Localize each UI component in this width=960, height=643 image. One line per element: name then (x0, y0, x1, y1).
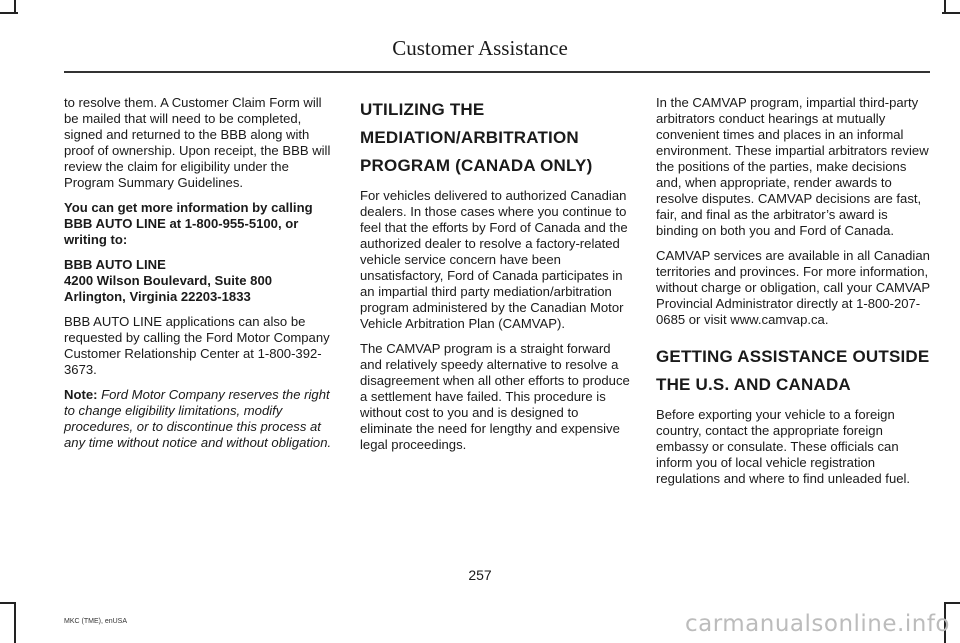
column-middle (360, 95, 632, 462)
crop-mark (946, 602, 960, 604)
page-title: Customer Assistance (392, 36, 568, 60)
paragraph: BBB AUTO LINE applications can also be requested by calling the Ford Motor Company Customer Relationship Center at 1-800-392-3673. (64, 314, 330, 377)
column-right (656, 95, 930, 496)
mailing-address (64, 257, 336, 305)
paragraph: In the CAMVAP program, impartial third-party arbitrators conduct hearings at mutually convenient times and places in an informal environment. These impartial arbitrators review the positions of the parties, make decisions and, when appropriate, render awards to resolve disputes. CAMVAP decisions are fast, fair, and final as the arbitrator’s award is binding on both you and Ford of Canada. (656, 95, 929, 238)
heading-line: UTILIZING THE (360, 100, 485, 119)
crop-mark (14, 602, 16, 643)
heading-line: GETTING ASSISTANCE OUTSIDE (656, 347, 930, 366)
page-number: 257 (468, 567, 492, 583)
header-divider (64, 71, 930, 73)
paragraph: to resolve them. A Customer Claim Form will be mailed that will need to be completed, signed and returned to the BBB along with proof of ownership. Upon receipt, the BBB will review the claim for eligibility under the Program Summary Guidelines. (64, 95, 331, 190)
crop-mark (0, 12, 18, 14)
note (64, 387, 336, 451)
address-line: 4200 Wilson Boulevard, Suite 800 (64, 273, 273, 288)
heading-line: MEDIATION/ARBITRATION (360, 128, 579, 147)
section-heading-canada (360, 99, 632, 176)
section-heading-outside (656, 346, 930, 395)
heading-line: PROGRAM (CANADA ONLY) (360, 156, 593, 175)
column-left (64, 95, 336, 460)
address-line: Arlington, Virginia 22203-1833 (64, 289, 251, 304)
footer-model-label: MKC (TME), enUSA (64, 618, 128, 625)
crop-mark (942, 12, 960, 14)
paragraph-contact: You can get more information by calling BBB AUTO LINE at 1-800-955-5100, or writing to: (64, 200, 313, 247)
crop-mark (14, 0, 16, 12)
note-label: Note: (64, 387, 98, 402)
crop-mark (0, 602, 14, 604)
address-line: BBB AUTO LINE (64, 257, 166, 272)
paragraph: The CAMVAP program is a straight forward and relatively speedy alternative to resolve a disagreement when all other efforts to produce a settlement have failed. This procedure is without cost to you and is designed to eliminate the need for lengthy and expensive legal proceedings. (360, 341, 630, 452)
paragraph: For vehicles delivered to authorized Canadian dealers. In those cases where you continue to feel that the efforts by Ford of Canada and the authorized dealer to resolve a factory-related vehicle service concern have been unsatisfactory, Ford of Canada participates in an impartial third party mediation/arbitration program administered by the Canadian Motor Vehicle Arbitration Plan (CAMVAP). (360, 188, 628, 331)
paragraph: CAMVAP services are available in all Canadian territories and provinces. For more information, without charge or obligation, call your CAMVAP Provincial Administrator directly at 1-800-207-0685 or visit www.camvap.ca. (656, 248, 930, 327)
crop-mark (944, 0, 946, 12)
heading-line: THE U.S. AND CANADA (656, 375, 851, 394)
watermark: carmanualsonline.info (684, 611, 950, 637)
paragraph: Before exporting your vehicle to a foreign country, contact the appropriate foreign embassy or consulate. These officials can inform you of local vehicle registration regulations and where to find unleaded fuel. (656, 407, 911, 486)
note-text: Ford Motor Company reserves the right to change eligibility limitations, modify procedures, or to discontinue this process at any time without notice and without obligation. (64, 387, 332, 450)
